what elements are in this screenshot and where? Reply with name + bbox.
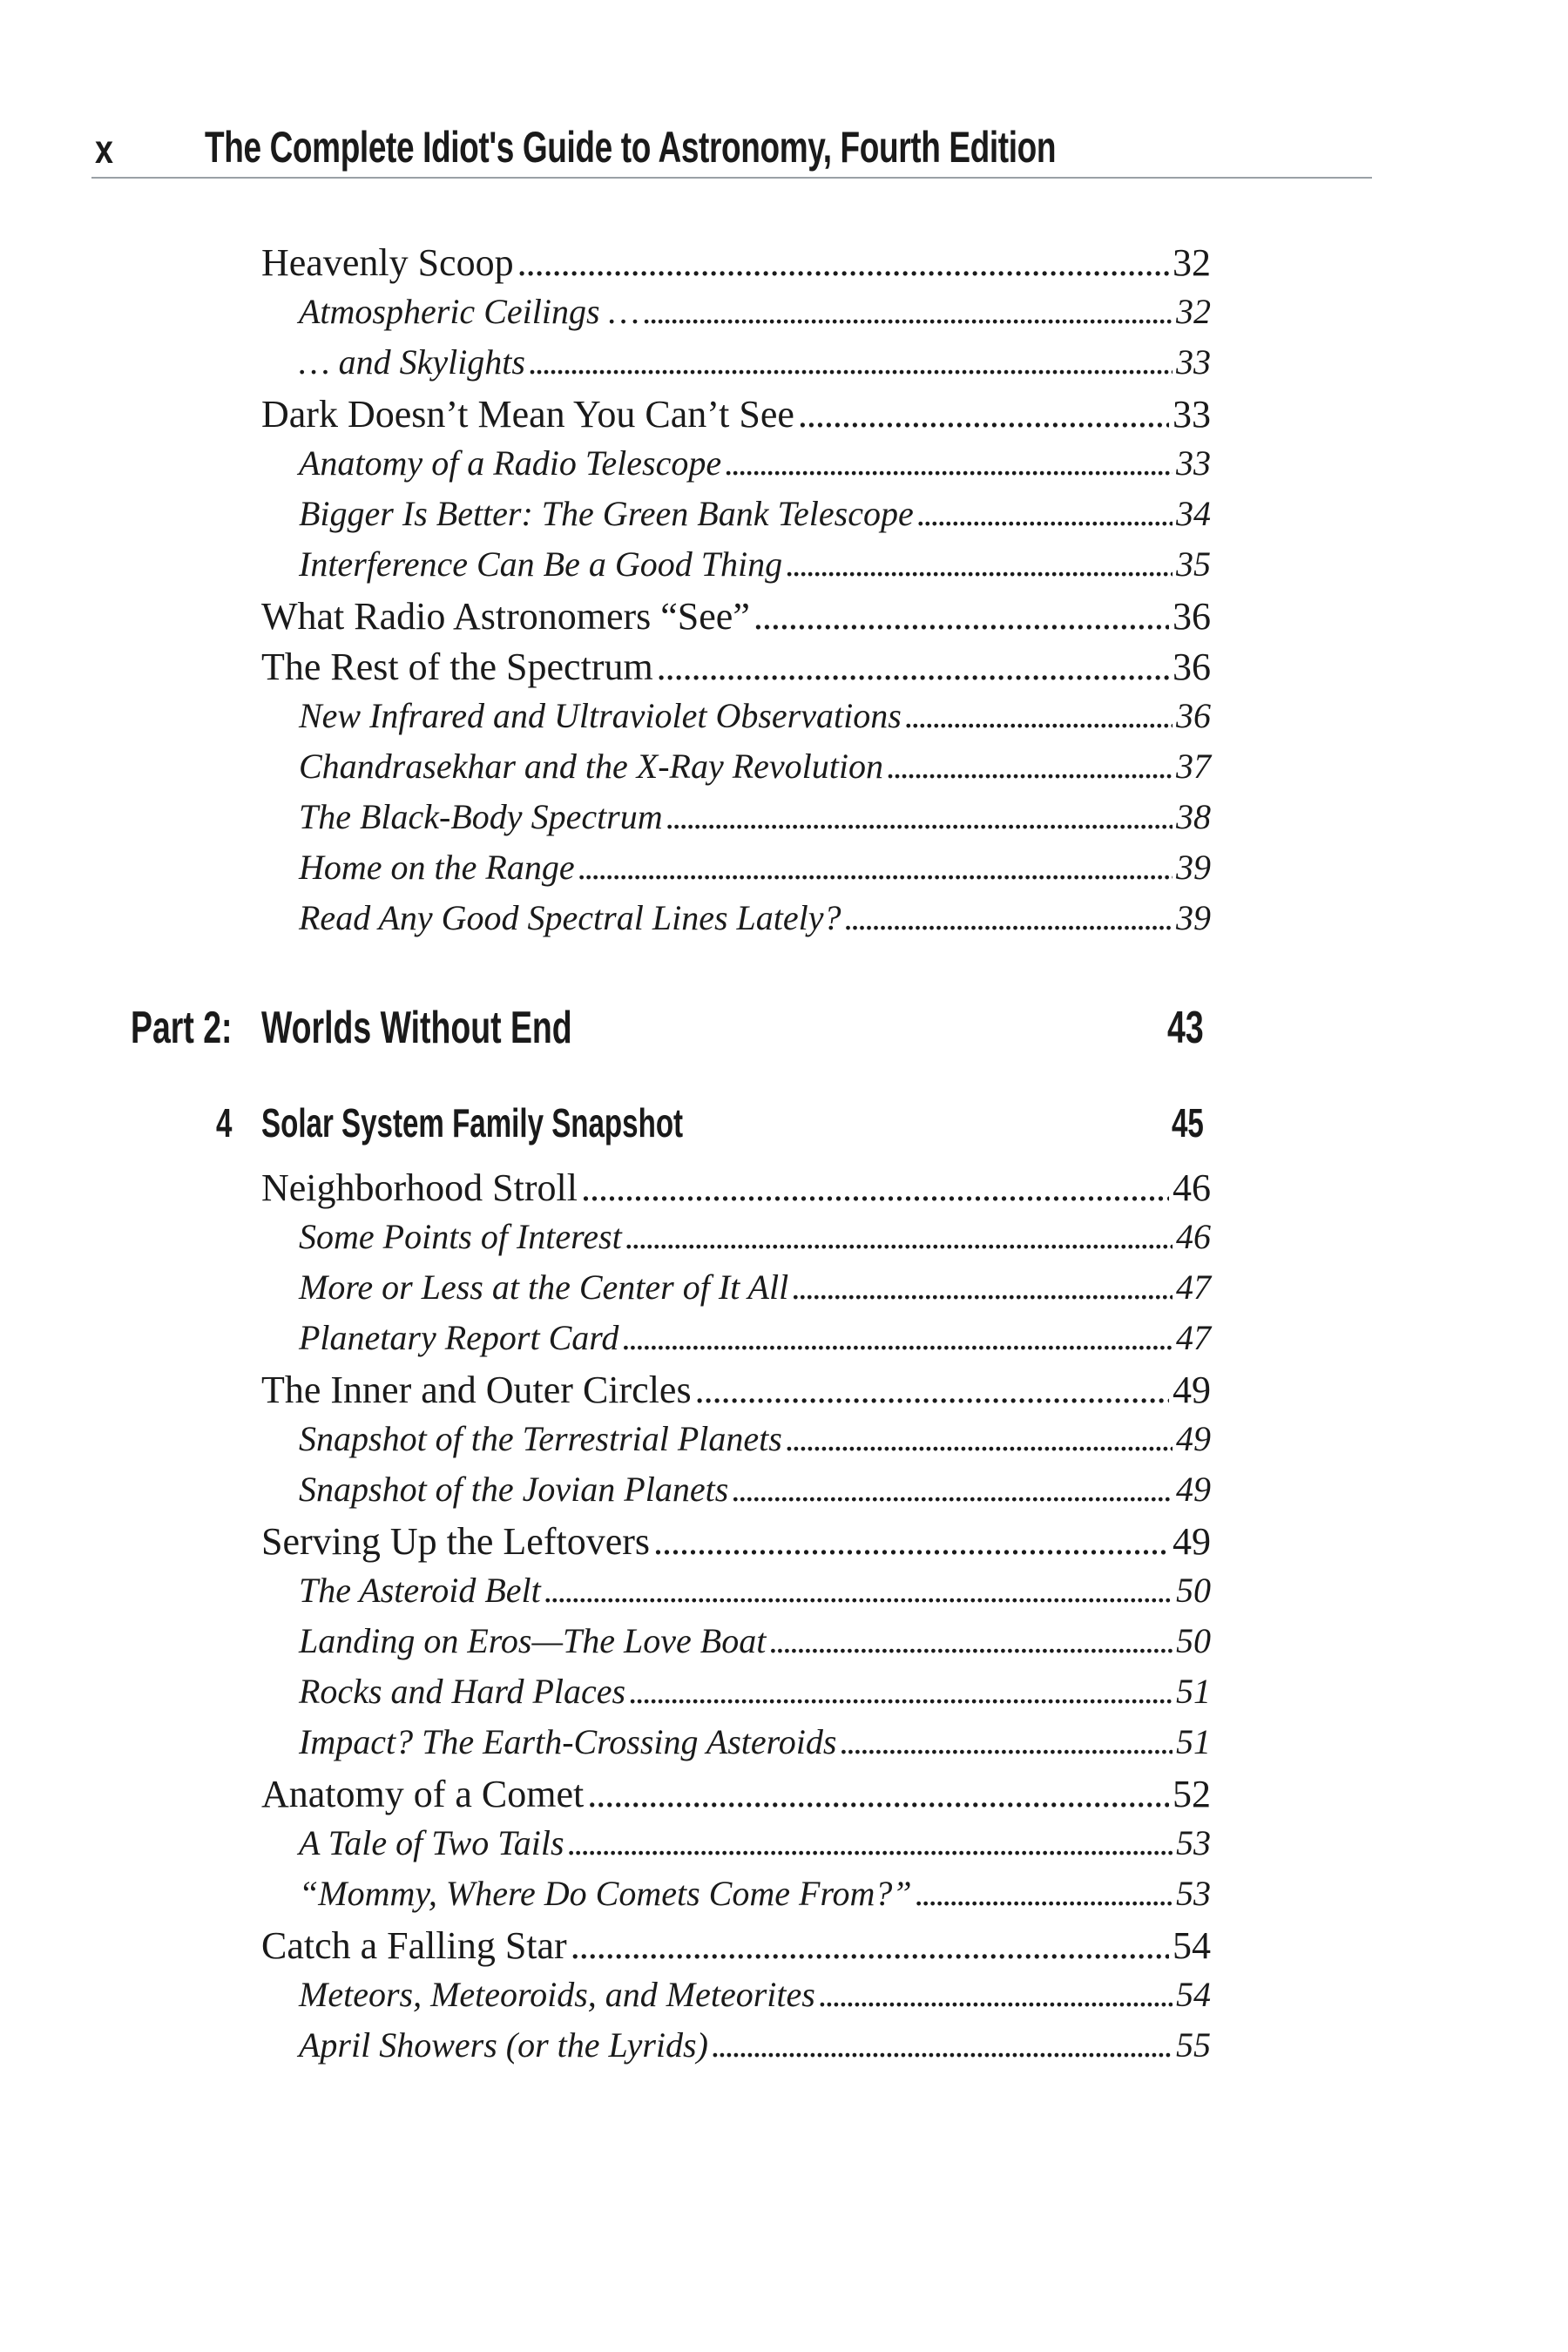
toc-entry-title: The Black-Body Spectrum (299, 797, 663, 836)
toc-section-entry[interactable] (261, 1368, 1211, 1413)
dot-leader (840, 1721, 1173, 1762)
dot-leader (571, 1923, 1169, 1968)
toc-entry-title: Meteors, Meteoroids, and Meteorites (299, 1975, 815, 2014)
toc-subsection-entry[interactable] (299, 1216, 1211, 1261)
book-title: The Complete Idiot's Guide to Astronomy, Fourth Edition (205, 123, 1057, 172)
toc-entry-title: Impact? The Earth-Crossing Asteroids (299, 1722, 837, 1761)
toc-subsection-entry[interactable] (299, 291, 1211, 336)
toc-entry-title: Bigger Is Better: The Green Bank Telescope (299, 494, 914, 533)
dot-leader (695, 1368, 1169, 1412)
toc-section-entry[interactable] (261, 392, 1211, 437)
dot-leader (905, 695, 1173, 736)
toc-entry-title: Anatomy of a Comet (261, 1773, 585, 1815)
toc-entry-page: 37 (1176, 747, 1211, 786)
page-number: x (95, 126, 113, 172)
dot-leader (754, 594, 1169, 639)
dot-leader (798, 392, 1169, 436)
toc-entry-page: 33 (1173, 393, 1211, 436)
toc-subsection-entry[interactable] (299, 1267, 1211, 1312)
toc-subsection-entry[interactable] (299, 544, 1211, 589)
toc-subsection-entry[interactable] (299, 1570, 1211, 1615)
toc-entry-title: New Infrared and Ultraviolet Observations (299, 696, 902, 735)
toc-entry-title: Dark Doesn’t Mean You Can’t See (261, 393, 794, 436)
dot-leader (544, 1570, 1173, 1611)
toc-entry-page: 46 (1176, 1217, 1211, 1256)
toc-entry-page: 36 (1176, 696, 1211, 735)
toc-entry-title: What Radio Astronomers “See” (261, 595, 750, 638)
toc-entry-page: 47 (1176, 1318, 1211, 1357)
dot-leader (786, 544, 1173, 585)
dot-leader (529, 341, 1173, 382)
dot-leader (666, 796, 1173, 837)
toc-entry-title: April Showers (or the Lyrids) (299, 2025, 708, 2065)
toc-subsection-entry[interactable] (299, 493, 1211, 538)
toc-entry-page: 33 (1176, 342, 1211, 382)
toc-entry-page: 53 (1176, 1874, 1211, 1913)
dot-leader (917, 493, 1173, 534)
toc-subsection-entry[interactable] (299, 796, 1211, 841)
dot-leader (792, 1267, 1173, 1308)
toc-subsection-entry[interactable] (299, 1418, 1211, 1463)
toc-section-entry[interactable] (261, 1166, 1211, 1211)
toc-entry-title: Interference Can Be a Good Thing (299, 544, 783, 584)
toc-entry-page: 39 (1176, 848, 1211, 887)
toc-entry-title: The Inner and Outer Circles (261, 1369, 692, 1411)
toc-section-entry[interactable] (261, 645, 1211, 690)
toc-entry-title: Planetary Report Card (299, 1318, 619, 1357)
toc-entry-title: A Tale of Two Tails (299, 1823, 564, 1862)
toc-entry-page: 51 (1176, 1672, 1211, 1711)
toc-entry-title: Atmospheric Ceilings … (299, 292, 640, 331)
dot-leader (769, 1620, 1173, 1661)
toc-entry-page: 46 (1173, 1166, 1211, 1209)
toc-entry-page: 49 (1176, 1470, 1211, 1509)
toc-entry-title: Home on the Range (299, 848, 575, 887)
part-page: 43 (1167, 1003, 1204, 1053)
toc-entry-page: 34 (1176, 494, 1211, 533)
toc-section-entry[interactable] (261, 1519, 1211, 1565)
dot-leader (625, 1216, 1173, 1257)
chapter-number: 4 (216, 1100, 233, 1146)
toc-entry-page: 32 (1176, 292, 1211, 331)
toc-entry-page: 49 (1176, 1419, 1211, 1458)
toc-subsection-entry[interactable] (299, 847, 1211, 892)
toc-entry-title: Anatomy of a Radio Telescope (299, 443, 722, 483)
toc-entry-title: Serving Up the Leftovers (261, 1520, 650, 1563)
toc-entry-page: 36 (1173, 595, 1211, 638)
dot-leader (622, 1317, 1173, 1358)
toc-entry-title: The Rest of the Spectrum (261, 645, 653, 688)
toc-entry-page: 32 (1173, 241, 1211, 284)
toc-entry-title: Chandrasekhar and the X-Ray Revolution (299, 747, 883, 786)
toc-subsection-entry[interactable] (299, 897, 1211, 943)
toc-entry-title: Catch a Falling Star (261, 1924, 567, 1967)
dot-leader (916, 1873, 1173, 1914)
toc-entry-title: Some Points of Interest (299, 1217, 622, 1256)
dot-leader (732, 1469, 1173, 1510)
toc-entry-page: 51 (1176, 1722, 1211, 1761)
toc-entry-page: 38 (1176, 797, 1211, 836)
dot-leader (887, 746, 1173, 787)
toc-subsection-entry[interactable] (299, 341, 1211, 387)
toc-subsection-entry[interactable] (299, 1469, 1211, 1514)
toc-entry-title: Snapshot of the Terrestrial Planets (299, 1419, 782, 1458)
header-rule (91, 177, 1372, 179)
toc-subsection-entry[interactable] (299, 1822, 1211, 1868)
toc-entry-page: 35 (1176, 544, 1211, 584)
dot-leader (725, 443, 1173, 483)
dot-leader (712, 2024, 1173, 2065)
toc-subsection-entry[interactable] (299, 1974, 1211, 2019)
toc-entry-page: 36 (1173, 645, 1211, 688)
toc-section-entry[interactable] (261, 1923, 1211, 1969)
dot-leader (653, 1519, 1169, 1564)
toc-subsection-entry[interactable] (299, 746, 1211, 791)
dot-leader (578, 847, 1173, 888)
toc-subsection-entry[interactable] (299, 1317, 1211, 1362)
toc-entry-page: 33 (1176, 443, 1211, 483)
toc-subsection-entry[interactable] (299, 1620, 1211, 1666)
toc-entry-title: Read Any Good Spectral Lines Lately? (299, 898, 841, 937)
dot-leader (643, 291, 1173, 332)
toc-entry-title: Heavenly Scoop (261, 241, 514, 284)
toc-entry-page: 49 (1173, 1369, 1211, 1411)
toc-entry-page: 49 (1173, 1520, 1211, 1563)
dot-leader (517, 240, 1169, 285)
chapter-page: 45 (1172, 1100, 1204, 1146)
toc-subsection-entry[interactable] (299, 695, 1211, 740)
toc-subsection-entry[interactable] (299, 443, 1211, 488)
dot-leader (587, 1772, 1169, 1816)
toc-entry-page: 54 (1173, 1924, 1211, 1967)
dot-leader (657, 645, 1169, 689)
toc-entry-title: “Mommy, Where Do Comets Come From?” (299, 1874, 912, 1913)
toc-entry-page: 53 (1176, 1823, 1211, 1862)
toc-entry-title: … and Skylights (299, 342, 525, 382)
toc-entry-page: 55 (1176, 2025, 1211, 2065)
toc-entry-page: 47 (1176, 1267, 1211, 1307)
toc-entry-title: Neighborhood Stroll (261, 1166, 578, 1209)
dot-leader (786, 1418, 1173, 1459)
toc-subsection-entry[interactable] (299, 1873, 1211, 1918)
toc-entry-page: 54 (1176, 1975, 1211, 2014)
part-label: Part 2: (131, 1003, 233, 1053)
toc-subsection-entry[interactable] (299, 1721, 1211, 1767)
toc-section-entry[interactable] (261, 1772, 1211, 1817)
toc-entry-title: Snapshot of the Jovian Planets (299, 1470, 729, 1509)
toc-entry-page: 50 (1176, 1571, 1211, 1610)
running-header (91, 122, 1372, 183)
toc-entry-page: 50 (1176, 1621, 1211, 1660)
toc-subsection-entry[interactable] (299, 1671, 1211, 1716)
toc-entry-page: 39 (1176, 898, 1211, 937)
toc-entry-title: Rocks and Hard Places (299, 1672, 626, 1711)
chapter-title: Solar System Family Snapshot (261, 1100, 684, 1146)
toc-entry-page: 52 (1173, 1773, 1211, 1815)
dot-leader (819, 1974, 1173, 2015)
toc-section-entry[interactable] (261, 594, 1211, 639)
dot-leader (629, 1671, 1173, 1712)
toc-section-entry[interactable] (261, 240, 1211, 286)
dot-leader (845, 897, 1173, 938)
part-title: Worlds Without End (261, 1003, 572, 1053)
toc-entry-title: More or Less at the Center of It All (299, 1267, 789, 1307)
dot-leader (581, 1166, 1169, 1210)
toc-entry-title: Landing on Eros—The Love Boat (299, 1621, 767, 1660)
toc-subsection-entry[interactable] (299, 2024, 1211, 2070)
dot-leader (568, 1822, 1173, 1863)
toc-entry-title: The Asteroid Belt (299, 1571, 541, 1610)
